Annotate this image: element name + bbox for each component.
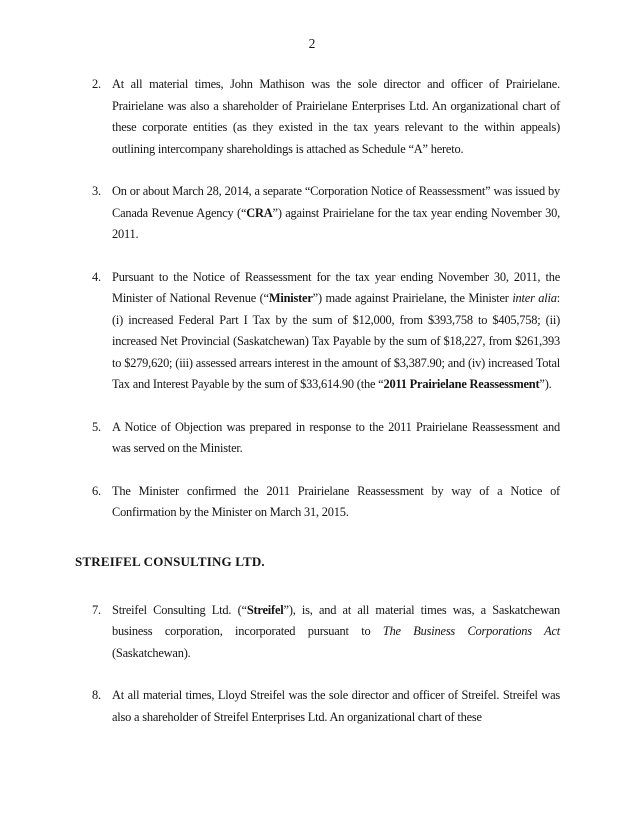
list-item-number: 8. bbox=[92, 688, 101, 702]
text-run: On or about March 28, 2014, a separate “Corporation Notice of Reassessment” was issued by Canada Revenue Agency (“ bbox=[112, 184, 560, 220]
text-run: A Notice of Objection was prepared in response to the 2011 Prairielane Reassessment and was served on the Minister. bbox=[112, 419, 560, 455]
text-run: At all material times, John Mathison was the sole director and officer of Prairielane. Prairielane was also a shareholder of Prairielane Enterprises Ltd. An organizational chart of these corporate entities (as they existed in the tax years relevant to the within appeals) outlining intercompany shareholdings is attached as Schedule “A” hereto. bbox=[112, 77, 560, 156]
list-item-text bbox=[112, 267, 560, 396]
list-item bbox=[0, 181, 624, 246]
text-run: ”), is, and at all material times was, a Saskatchewan business corporation, incorporated pursuant to bbox=[112, 602, 560, 638]
section-heading: STREIFEL CONSULTING LTD. bbox=[75, 553, 265, 569]
page-number: 2 bbox=[308, 36, 316, 51]
text-run: ”) made against Prairielane, the Minister bbox=[312, 291, 513, 305]
text-run: (Saskatchewan). bbox=[112, 645, 191, 660]
list-item bbox=[0, 685, 624, 728]
text-run: The Minister confirmed the 2011 Prairielane Reassessment by way of a Notice of Confirmation by the Minister on March 31, 2015. bbox=[112, 483, 560, 519]
list-item-number: 5. bbox=[92, 419, 101, 434]
list-item-text bbox=[112, 74, 560, 160]
list-item-text bbox=[112, 181, 560, 246]
list-item-number: 2. bbox=[92, 77, 101, 91]
text-run: ”). bbox=[539, 377, 552, 391]
list-item bbox=[0, 417, 624, 460]
text-run: Streifel Consulting Ltd. (“ bbox=[112, 602, 247, 617]
list-item-number: 3. bbox=[92, 184, 101, 198]
text-run: CRA bbox=[246, 205, 273, 220]
list-item bbox=[0, 267, 624, 396]
list-item-number: 7. bbox=[92, 602, 101, 617]
list-item-number: 6. bbox=[92, 483, 101, 498]
list-item-number: 4. bbox=[92, 269, 101, 284]
list-item-text bbox=[112, 600, 560, 665]
list-item-text bbox=[112, 417, 560, 460]
text-run: The Business Corporations Act bbox=[382, 624, 560, 638]
list-item bbox=[0, 481, 624, 524]
text-run: Pursuant to the Notice of Reassessment for the tax year ending November 30, 2011, the Minister of National Revenue (“ bbox=[112, 269, 560, 305]
text-run: ”) against Prairielane for the tax year ending November 30, 2011. bbox=[112, 205, 560, 241]
text-run: 2011 Prairielane Reassessment bbox=[383, 377, 540, 391]
list-item-text bbox=[112, 481, 560, 524]
list-item-text bbox=[112, 685, 560, 728]
text-run: inter alia bbox=[512, 291, 557, 305]
document-body bbox=[0, 74, 624, 728]
text-run: Minister bbox=[268, 291, 313, 305]
list-item bbox=[0, 600, 624, 665]
text-run: : (i) increased Federal Part I Tax by the sum of $12,000, from $393,758 to $405,758; (ii) increased Net Provincial (Saskatchewan) Tax Payable by the sum of $18,227, from $261,393 to $279,620; (iii) assessed arrears interest in the amount of $3,387.90; and (iv) increased Total Tax and Interest Payable by the sum of $33,614.90 (the “ bbox=[112, 291, 561, 391]
text-run: Streifel bbox=[246, 602, 284, 617]
list-item bbox=[0, 74, 624, 160]
text-run: At all material times, Lloyd Streifel was the sole director and officer of Streifel. Streifel was also a shareholder of Streifel Enterprises Ltd. An organizational chart of these bbox=[112, 688, 560, 724]
